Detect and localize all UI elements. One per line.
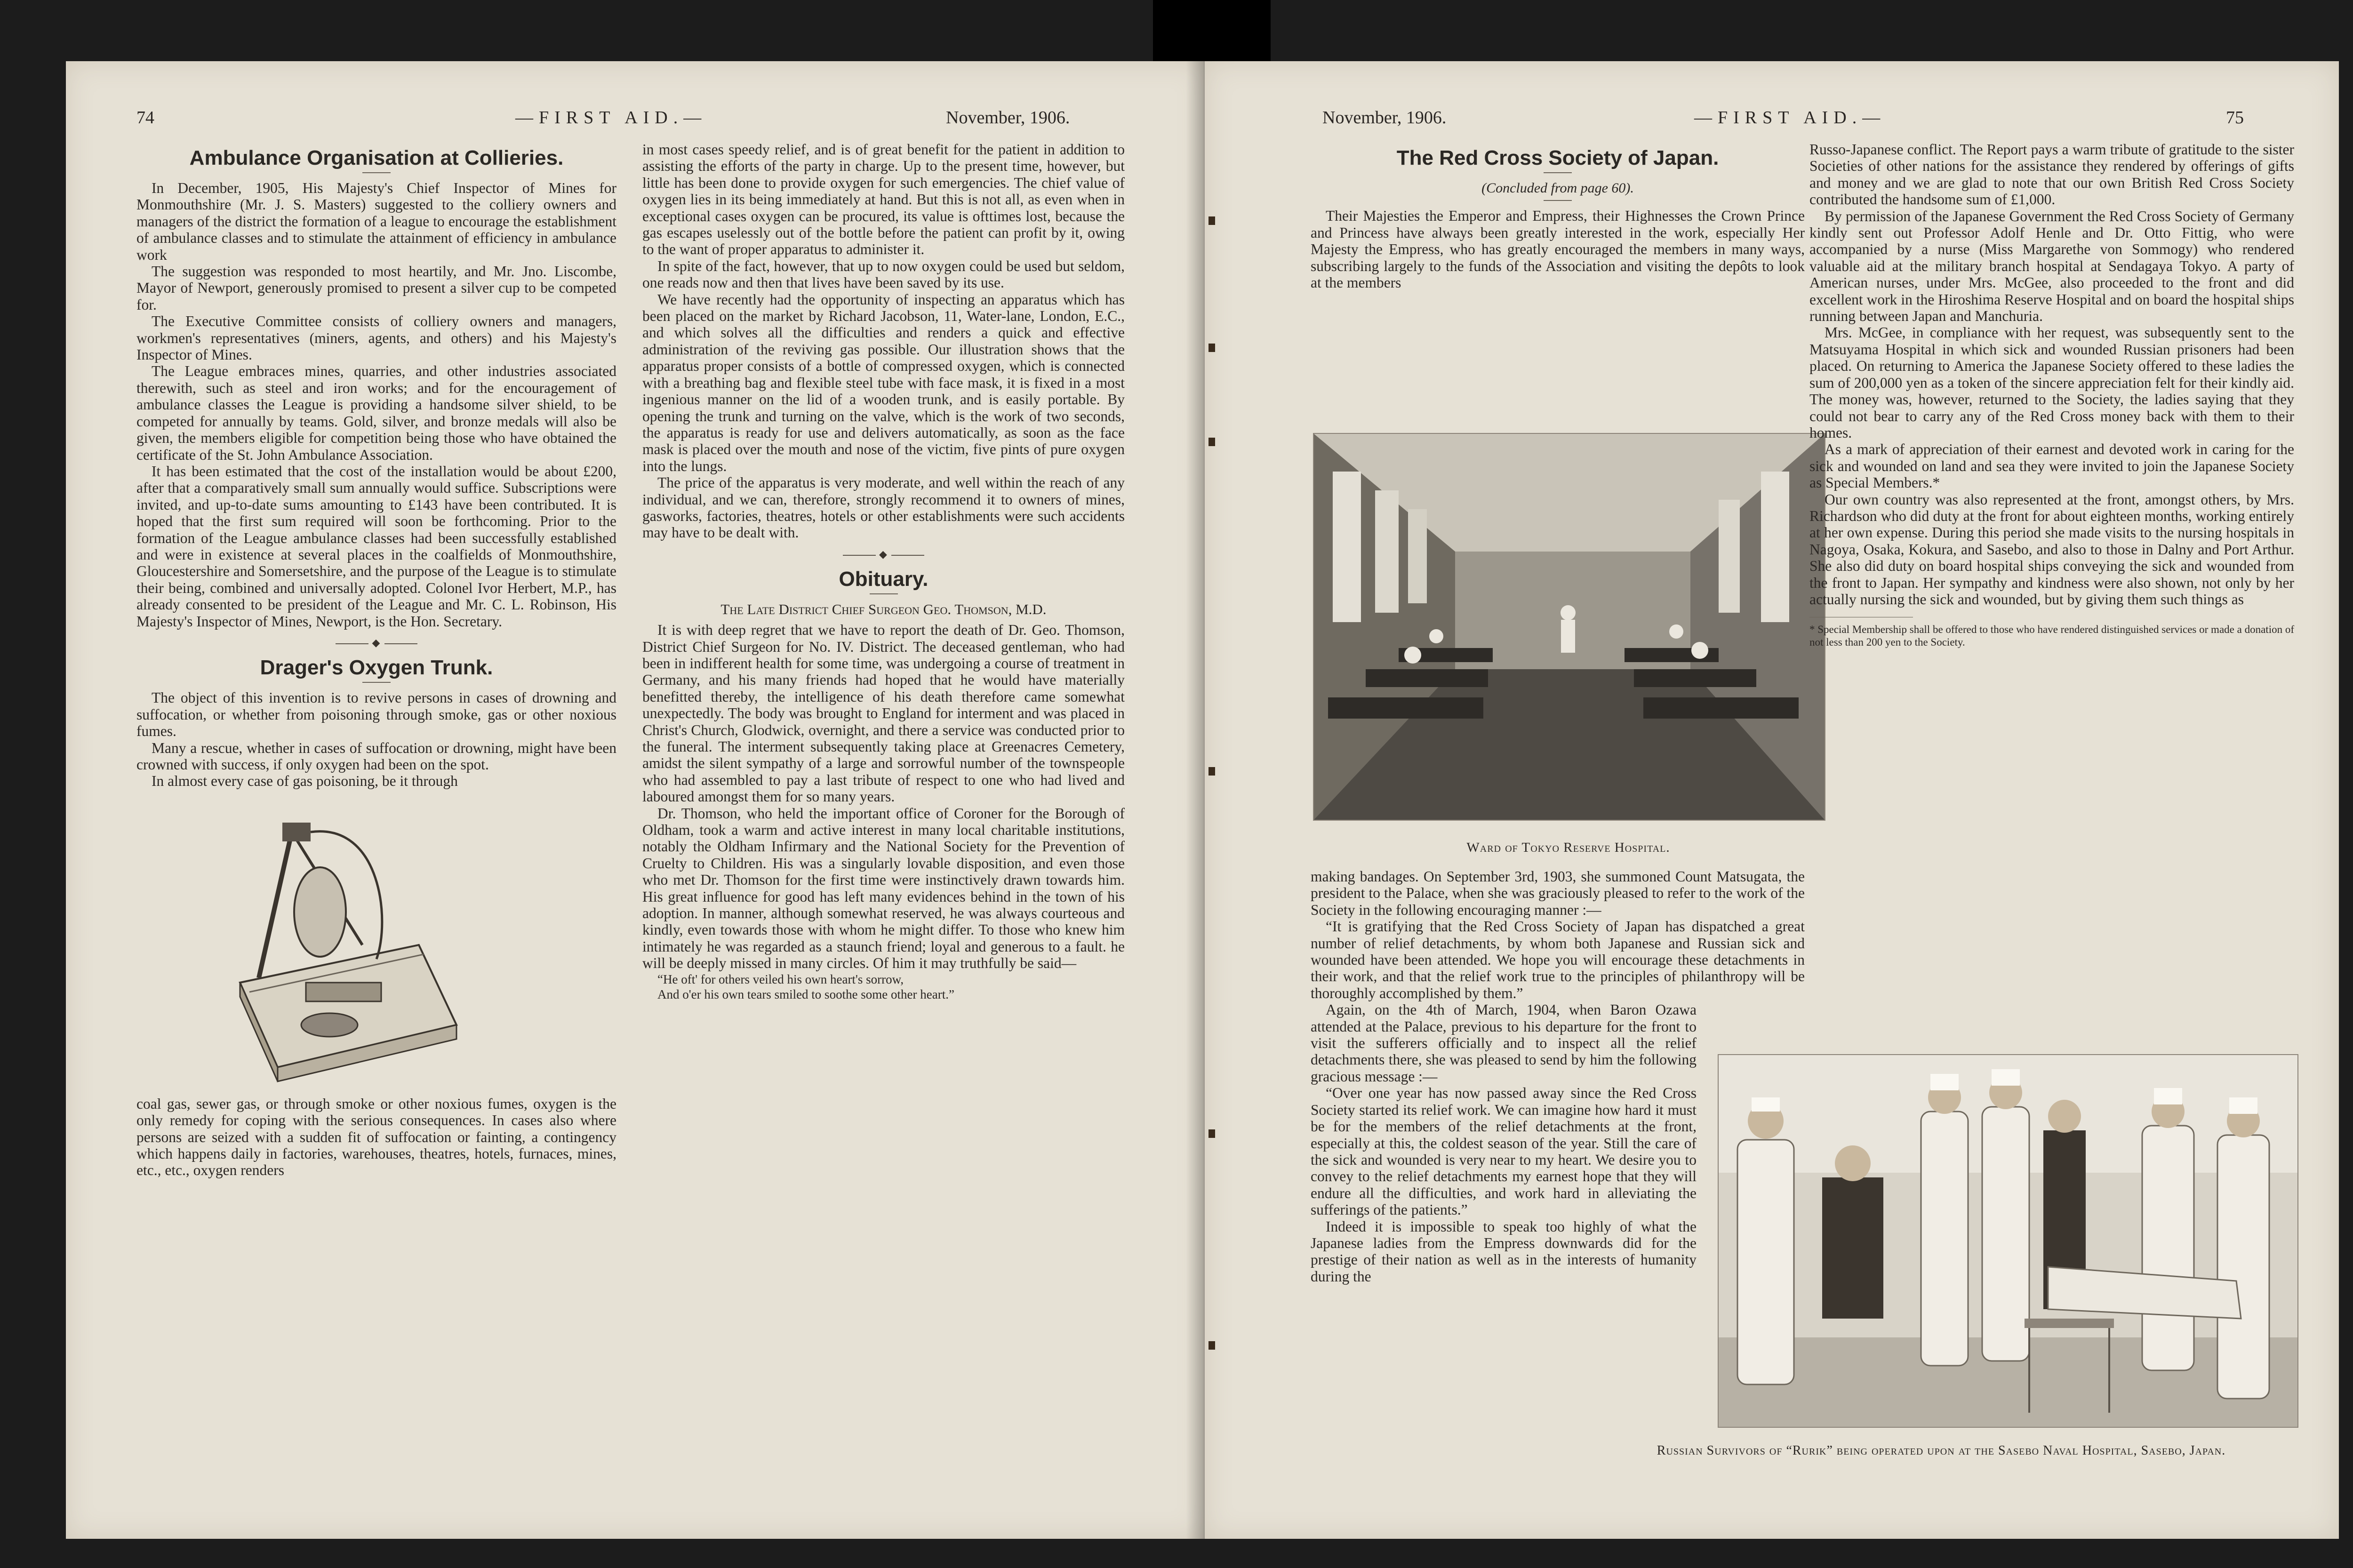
obituary-subheading: The Late District Chief Surgeon Geo. Thomson, M.D.	[720, 601, 1047, 618]
paragraph: It is with deep regret that we have to report the death of Dr. Geo. Thomson, District Chief Surgeon for No. IV. District. The deceased gentleman, who had been in indifferent health for some time, was undergoing a course of treatment in Germany, and his many friends had hoped that he would have materially benefitted thereby, the intelligence of his death therefore came somewhat unexpectedly. The body was brought to England for interment and was placed in Christ's Church, Glodwick, overnight, and there a service was conducted prior to the funeral. The interment subsequently taking place at Greenacres Cemetery, amidst the silent sympathy of a large and sorrowful number of the townspeople who had assembled to pay a last tribute of respect to one who had lived and laboured amongst them for so many years.	[642, 622, 1125, 805]
section-ornament: ◆	[136, 634, 616, 651]
top-binding-shadow	[1153, 0, 1271, 61]
paragraph: By permission of the Japanese Government the Red Cross Society of Germany kindly sent out Professor Adolf Henle and Dr. Otto Fittig, who were accompanied by a nurse (Miss Margarethe von Sommogy) who rendered valuable aid at the military branch hospital at Sendagaya Tokyo. A party of American nurses, under Mrs. McGee, also proceeded to the front and did excellent work in the Hiroshima Reserve Hospital and on board the hospital ships running between Japan and Manchuria.	[1809, 208, 2294, 325]
paragraph: The Executive Committee consists of colliery owners and managers, workmen's representatives (miners, agents, and others) and his Majesty's Inspector of Mines.	[136, 313, 616, 363]
binding-mark	[1209, 438, 1215, 446]
page-number: 74	[136, 108, 154, 128]
article-title-red-cross: The Red Cross Society of Japan.	[1396, 146, 1719, 169]
paragraph: As a mark of appreciation of their earnest and devoted work in caring for the sick and wounded on land and sea they were invited to join the Japanese Society as Special Members.*	[1809, 441, 2294, 491]
right-column-2	[1809, 141, 2294, 648]
verse-line: And o'er his own tears smiled to soothe some other heart.”	[657, 987, 954, 1001]
section-ornament: ◆	[642, 546, 1125, 562]
issue-date: November, 1906.	[1322, 108, 1447, 128]
ward-photo-caption: Ward of Tokyo Reserve Hospital.	[1466, 840, 1670, 855]
binding-mark	[1209, 216, 1215, 225]
title-rule	[362, 682, 391, 683]
paragraph: Dr. Thomson, who held the important office of Coroner for the Borough of Oldham, took a warm and active interest in many local charitable institutions, notably the Oldham Infirmary and the National Society for the Prevention of Cruelty to Children. His was a singularly lovable disposition, and even those who met Dr. Thomson for the first time were instinctively drawn towards him. His great influence for good has left many evidences behind in the town of his adoption. In manner, although somewhat reserved, he was always courteous and kindly, even towards those with whom he might differ. To those who knew him intimately he was regarded as a staunch friend; loyal and generous to a fault. he will be deeply missed in many circles. Of him it may truthfully be said—	[642, 805, 1125, 972]
footnote: * Special Membership shall be offered to those who have rendered distinguished services or made a donation of not less than 200 yen to the Society.	[1809, 624, 2294, 648]
paragraph: making bandages. On September 3rd, 1903, she summoned Count Matsugata, the president to the Palace, when she was graciously pleased to refer to the work of the Society in the following encouraging manner :—	[1311, 868, 1805, 918]
binding-mark	[1209, 1129, 1215, 1138]
left-column-2	[642, 141, 1125, 1002]
binding-mark	[1209, 1341, 1215, 1350]
title-rule	[362, 172, 391, 173]
paragraph: Many a rescue, whether in cases of suffocation or drowning, might have been crowned with success, if only oxygen had been on the spot.	[136, 739, 616, 773]
right-page	[1205, 61, 2339, 1539]
paragraph: coal gas, sewer gas, or through smoke or other noxious fumes, oxygen is the only remedy for coping with the serious consequences. In cases also where persons are seized with a sudden fit of suffocation or fainting, a contingency which happens daily in factories, warehouses, theatres, hotels, furnaces, mines, etc., etc., oxygen renders	[136, 1095, 616, 1179]
paragraph: It has been estimated that the cost of the installation would be about £200, after that a comparatively small sum annually would suffice. Subscriptions were invited, and up-to-date sums amounting to £143 have been contributed. It is hoped that the first sum required will soon be forthcoming. Prior to the formation of the League ambulance classes had been successfully established and were in existence at several places in the coalfields of Monmouthshire, Gloucestershire and Somersetshire, and the purpose of the League is to stimulate their being, combined and universally adopted. Colonel Ivor Herbert, M.P., has already consented to be president of the League and Mr. C. L. Robinson, His Majesty's Inspector of Mines, Newport, is the Hon. Secretary.	[136, 463, 616, 630]
article-title-drager: Drager's Oxygen Trunk.	[260, 656, 493, 680]
title-rule	[1544, 200, 1572, 201]
paragraph: Indeed it is impossible to speak too highly of what the Japanese ladies from the Empress downwards did for the prestige of their nation as well as in the interests of humanity during the	[1311, 1218, 1697, 1285]
binding-mark	[1209, 767, 1215, 776]
paragraph: Our own country was also represented at the front, amongst others, by Mrs. Richardson who did duty at the front for about eighteen months, working entirely at her own expense. During this period she made visits to the nursing hospitals in Nagoya, Osaka, Kokura, and Sasebo, and also to those in Dalny and Port Arthur. She also did duty on board hospital ships conveying the sick and wounded from the front to Japan. Her sympathy and kindness were also shown, not only by her actually nursing the sick and wounded, but by giving them such things as	[1809, 491, 2294, 608]
running-title: —FIRST AID.—	[515, 108, 707, 128]
paragraph: in most cases speedy relief, and is of great benefit for the patient in addition to assisting the efforts of the party in charge. Up to the present time, however, but little has been done to provide oxygen for such emergencies. The chief value of oxygen lies in its being immediately at hand. But this is not all, as even when in exceptional cases oxygen can be procured, its value is ofttimes lost, because the gas escapes uselessly out of the bottle before the patient can profit by it, owing to the want of proper apparatus to administer it.	[642, 141, 1125, 258]
operation-photograph	[1718, 1054, 2298, 1428]
paragraph: In December, 1905, His Majesty's Chief Inspector of Mines for Monmouthshire (Mr. J. S. Masters) suggested to the colliery owners and managers of the district the formation of a league to encourage the establishment of ambulance classes and to stimulate the attainment of efficiency in ambulance work	[136, 180, 616, 263]
left-column-1	[136, 141, 616, 1179]
paragraph: The suggestion was responded to most heartily, and Mr. Jno. Liscombe, Mayor of Newport, generously promised to present a silver cup to be competed for.	[136, 263, 616, 313]
continued-note: (Concluded from page 60).	[1481, 180, 1634, 196]
paragraph: The League embraces mines, quarries, and other industries associated therewith, such as steel and iron works; and for the encouragement of ambulance classes the League is providing a handsome silver shield, to be competed for annually by teams. Gold, silver, and bronze medals will also be given, the members eligible for competition being those who have obtained the certificate of the St. John Ambulance Association.	[136, 363, 616, 463]
running-title: —FIRST AID.—	[1694, 108, 1886, 128]
paragraph: The price of the apparatus is very moderate, and well within the reach of any individual, and we can, therefore, strongly recommend it to owners of mines, gasworks, factories, theatres, hotels or other establishments were such accidents may have to be dealt with.	[642, 474, 1125, 541]
page-number: 75	[2226, 108, 2244, 128]
binding-mark	[1209, 344, 1215, 352]
oxygen-trunk-illustration	[221, 804, 485, 1086]
paragraph: In almost every case of gas poisoning, be it through	[152, 773, 458, 790]
paragraph: Mrs. McGee, in compliance with her request, was subsequently sent to the Matsuyama Hospital in which sick and wounded Russian prisoners had been placed. On returning to America the Japanese Society offered to these ladies the sum of 200,000 yen as a token of the sincere appreciation felt for their kindly aid. The money was, however, returned to the Society, the ladies saying that they could not bear to carry any of the Red Cross money back with them to their homes.	[1809, 324, 2294, 441]
paragraph: We have recently had the opportunity of inspecting an apparatus which has been placed on the market by Richard Jacobson, 11, Water-lane, London, E.C., and which solves all the difficulties and renders a quick and effective administration of the reviving gas possible. Our illustration shows that the apparatus proper consists of a bottle of compressed oxygen, which is connected with a breathing bag and flexible steel tube with face mask, it is fixed in a most ingenious manner on the lid of a wooden trunk, and is easily portable. By opening the trunk and turning on the valve, which is the work of two seconds, the apparatus is ready for use and delivers automatically, as soon as the face mask is placed over the mouth and nose of the victim, five pints of pure oxygen into the lungs.	[642, 291, 1125, 474]
ward-photograph	[1313, 433, 1825, 821]
paragraph: “Over one year has now passed away since the Red Cross Society started its relief work. We can imagine how hard it must be for the members of the relief detachments at the front, especially at this, the coldest season of the year. Still the care of the sick and wounded is very near to my heart. We desire you to convey to the relief detachments my earnest hope that they will endure all the difficulties, and work hard in alleviating the sufferings of the patients.”	[1311, 1085, 1697, 1218]
article-title-collieries: Ambulance Organisation at Collieries.	[189, 146, 564, 169]
paragraph: Russo-Japanese conflict. The Report pays a warm tribute of gratitude to the sister Societies of other nations for the assistance they rendered by offerings of gifts and money and we are glad to note that our own British Red Cross Society contributed the handsome sum of £1,000.	[1809, 141, 2294, 208]
issue-date: November, 1906.	[946, 108, 1070, 128]
left-page	[66, 61, 1205, 1539]
right-column-1	[1311, 141, 1805, 291]
operation-photo-caption: Russian Survivors of “Rurik” being operated upon at the Sasebo Naval Hospital, Sasebo, Japan.	[1657, 1443, 2226, 1458]
title-rule	[870, 593, 898, 594]
paragraph: “It is gratifying that the Red Cross Society of Japan has dispatched a great number of relief detachments, by whom both Japanese and Russian sick and wounded have been attended. We hope you will encourage these detachments in their work, and that the relief work true to the principles of philanthropy will be thoroughly accomplished by them.”	[1311, 918, 1805, 1001]
paragraph: Their Majesties the Emperor and Empress, their Highnesses the Crown Prince and Princess have always been greatly interested in the work, especially Her Majesty the Empress, who has greatly encouraged the members in many ways, subscribing largely to the funds of the Association and visiting the depôts to look at the members	[1311, 208, 1805, 291]
paragraph: The object of this invention is to revive persons in cases of drowning and suffocation, or whether from poisoning through smoke, gas or other noxious fumes.	[136, 689, 616, 740]
paragraph: In spite of the fact, however, that up to now oxygen could be used but seldom, one reads now and then that lives have been saved by its use.	[642, 257, 1125, 291]
paragraph: Again, on the 4th of March, 1904, when Baron Ozawa attended at the Palace, previous to his departure for the front to visit the sufferers officially and to inspect all the relief detachments there, she was pleased to send by him the following gracious message :—	[1311, 1001, 1697, 1085]
article-title-obituary: Obituary.	[839, 568, 928, 591]
title-rule	[1544, 172, 1572, 173]
verse-line: “He oft' for others veiled his own heart's sorrow,	[657, 972, 904, 986]
